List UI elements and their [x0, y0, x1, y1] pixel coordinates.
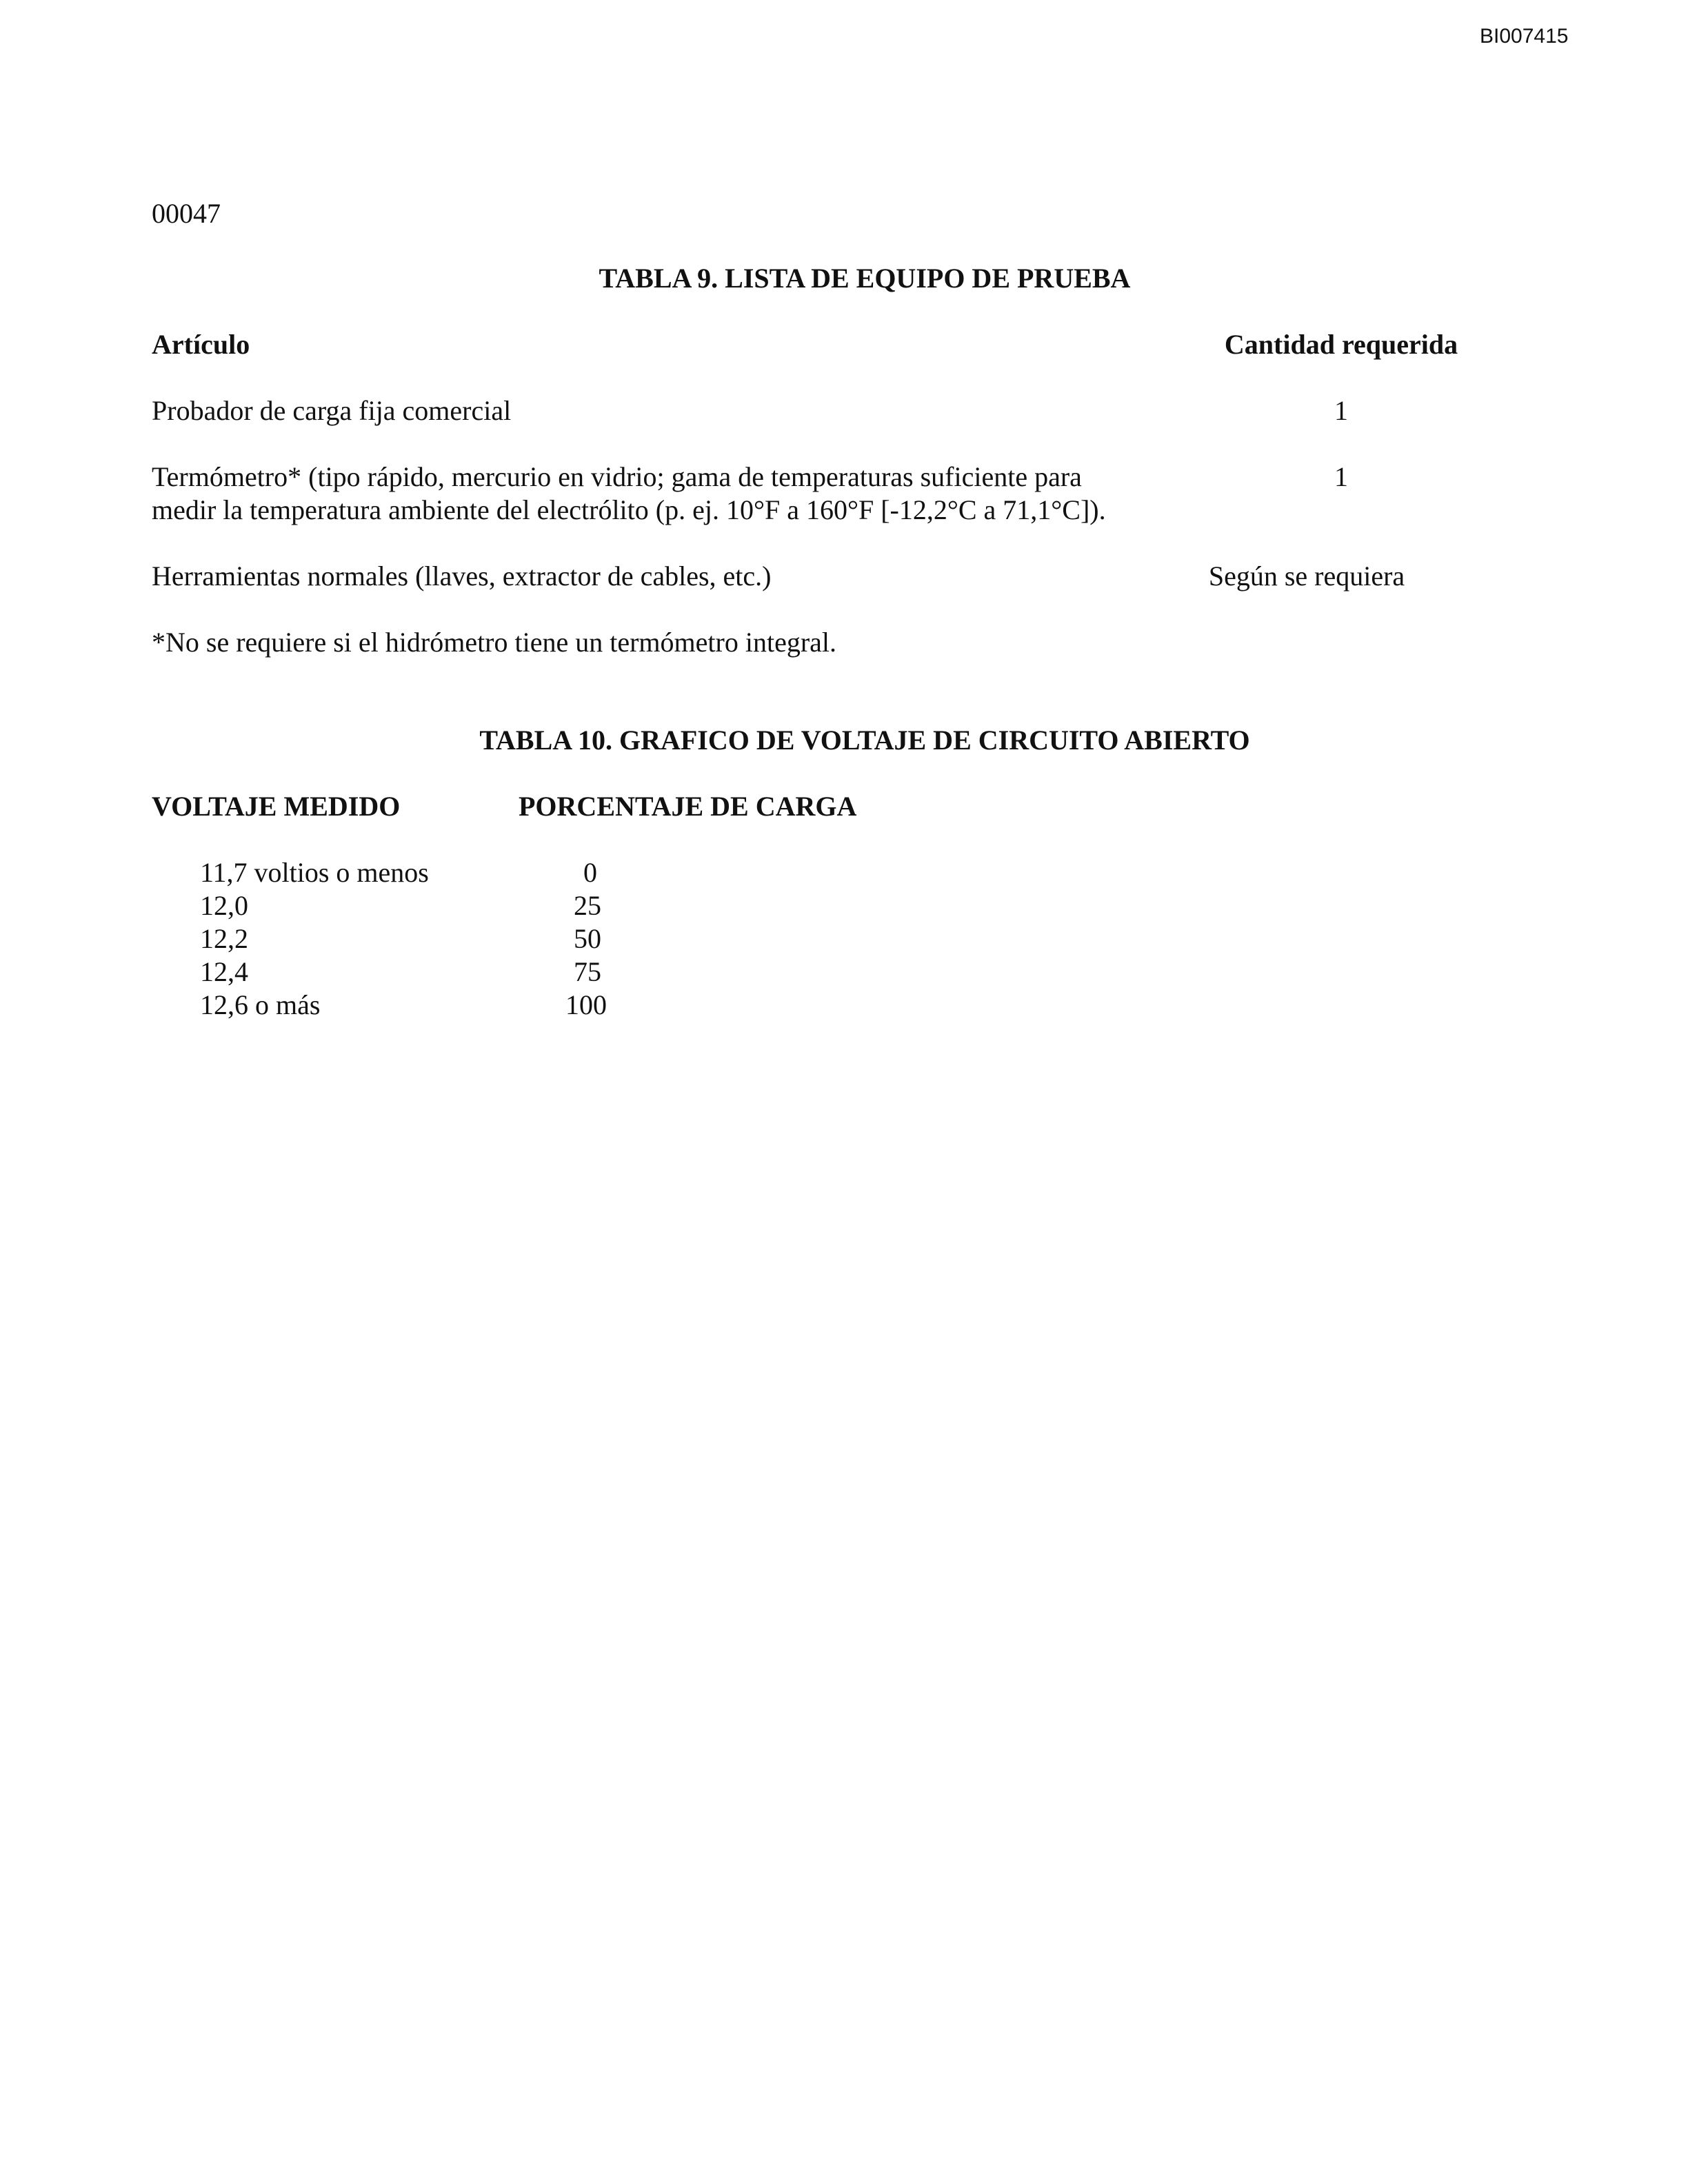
table-9-header-qty: Cantidad requerida [1224, 329, 1458, 360]
table-9-title: TABLA 9. LISTA DE EQUIPO DE PRUEBA [599, 263, 1131, 294]
table-10-voltage: 12,6 o más [200, 989, 321, 1020]
table-10-percent: 75 [574, 956, 601, 987]
document-id: BI007415 [1480, 25, 1569, 48]
table-9-qty: Según se requiera [1208, 560, 1405, 592]
table-9-item: Probador de carga fija comercial [152, 395, 512, 426]
table-10-voltage: 12,2 [200, 923, 248, 954]
table-10-voltage: 12,0 [200, 890, 248, 921]
table-10-header-percent: PORCENTAJE DE CARGA [519, 791, 857, 822]
table-9-item: Herramientas normales (llaves, extractor de cables, etc.) [152, 560, 772, 592]
table-10-percent: 50 [574, 923, 601, 954]
table-10-percent: 100 [565, 989, 607, 1020]
table-9-header-item: Artículo [152, 329, 250, 360]
table-10-voltage: 12,4 [200, 956, 248, 987]
table-9-item-line-1: Termómetro* (tipo rápido, mercurio en vidrio; gama de temperaturas suficiente para [152, 461, 1082, 492]
table-10-voltage: 11,7 voltios o menos [200, 857, 429, 888]
table-9-footnote: *No se requiere si el hidrómetro tiene un termómetro integral. [152, 627, 837, 658]
table-10-header-voltage: VOLTAJE MEDIDO [152, 791, 401, 822]
table-10-title: TABLA 10. GRAFICO DE VOLTAJE DE CIRCUITO ABIERTO [479, 725, 1250, 756]
page-code: 00047 [152, 198, 221, 229]
table-9-qty: 1 [1334, 461, 1348, 492]
table-10-percent: 0 [583, 857, 597, 888]
table-10-percent: 25 [574, 890, 601, 921]
table-9-qty: 1 [1334, 395, 1348, 426]
table-9-item-line-2: medir la temperatura ambiente del electrólito (p. ej. 10°F a 160°F [-12,2°C a 71,1°C]). [152, 494, 1106, 525]
